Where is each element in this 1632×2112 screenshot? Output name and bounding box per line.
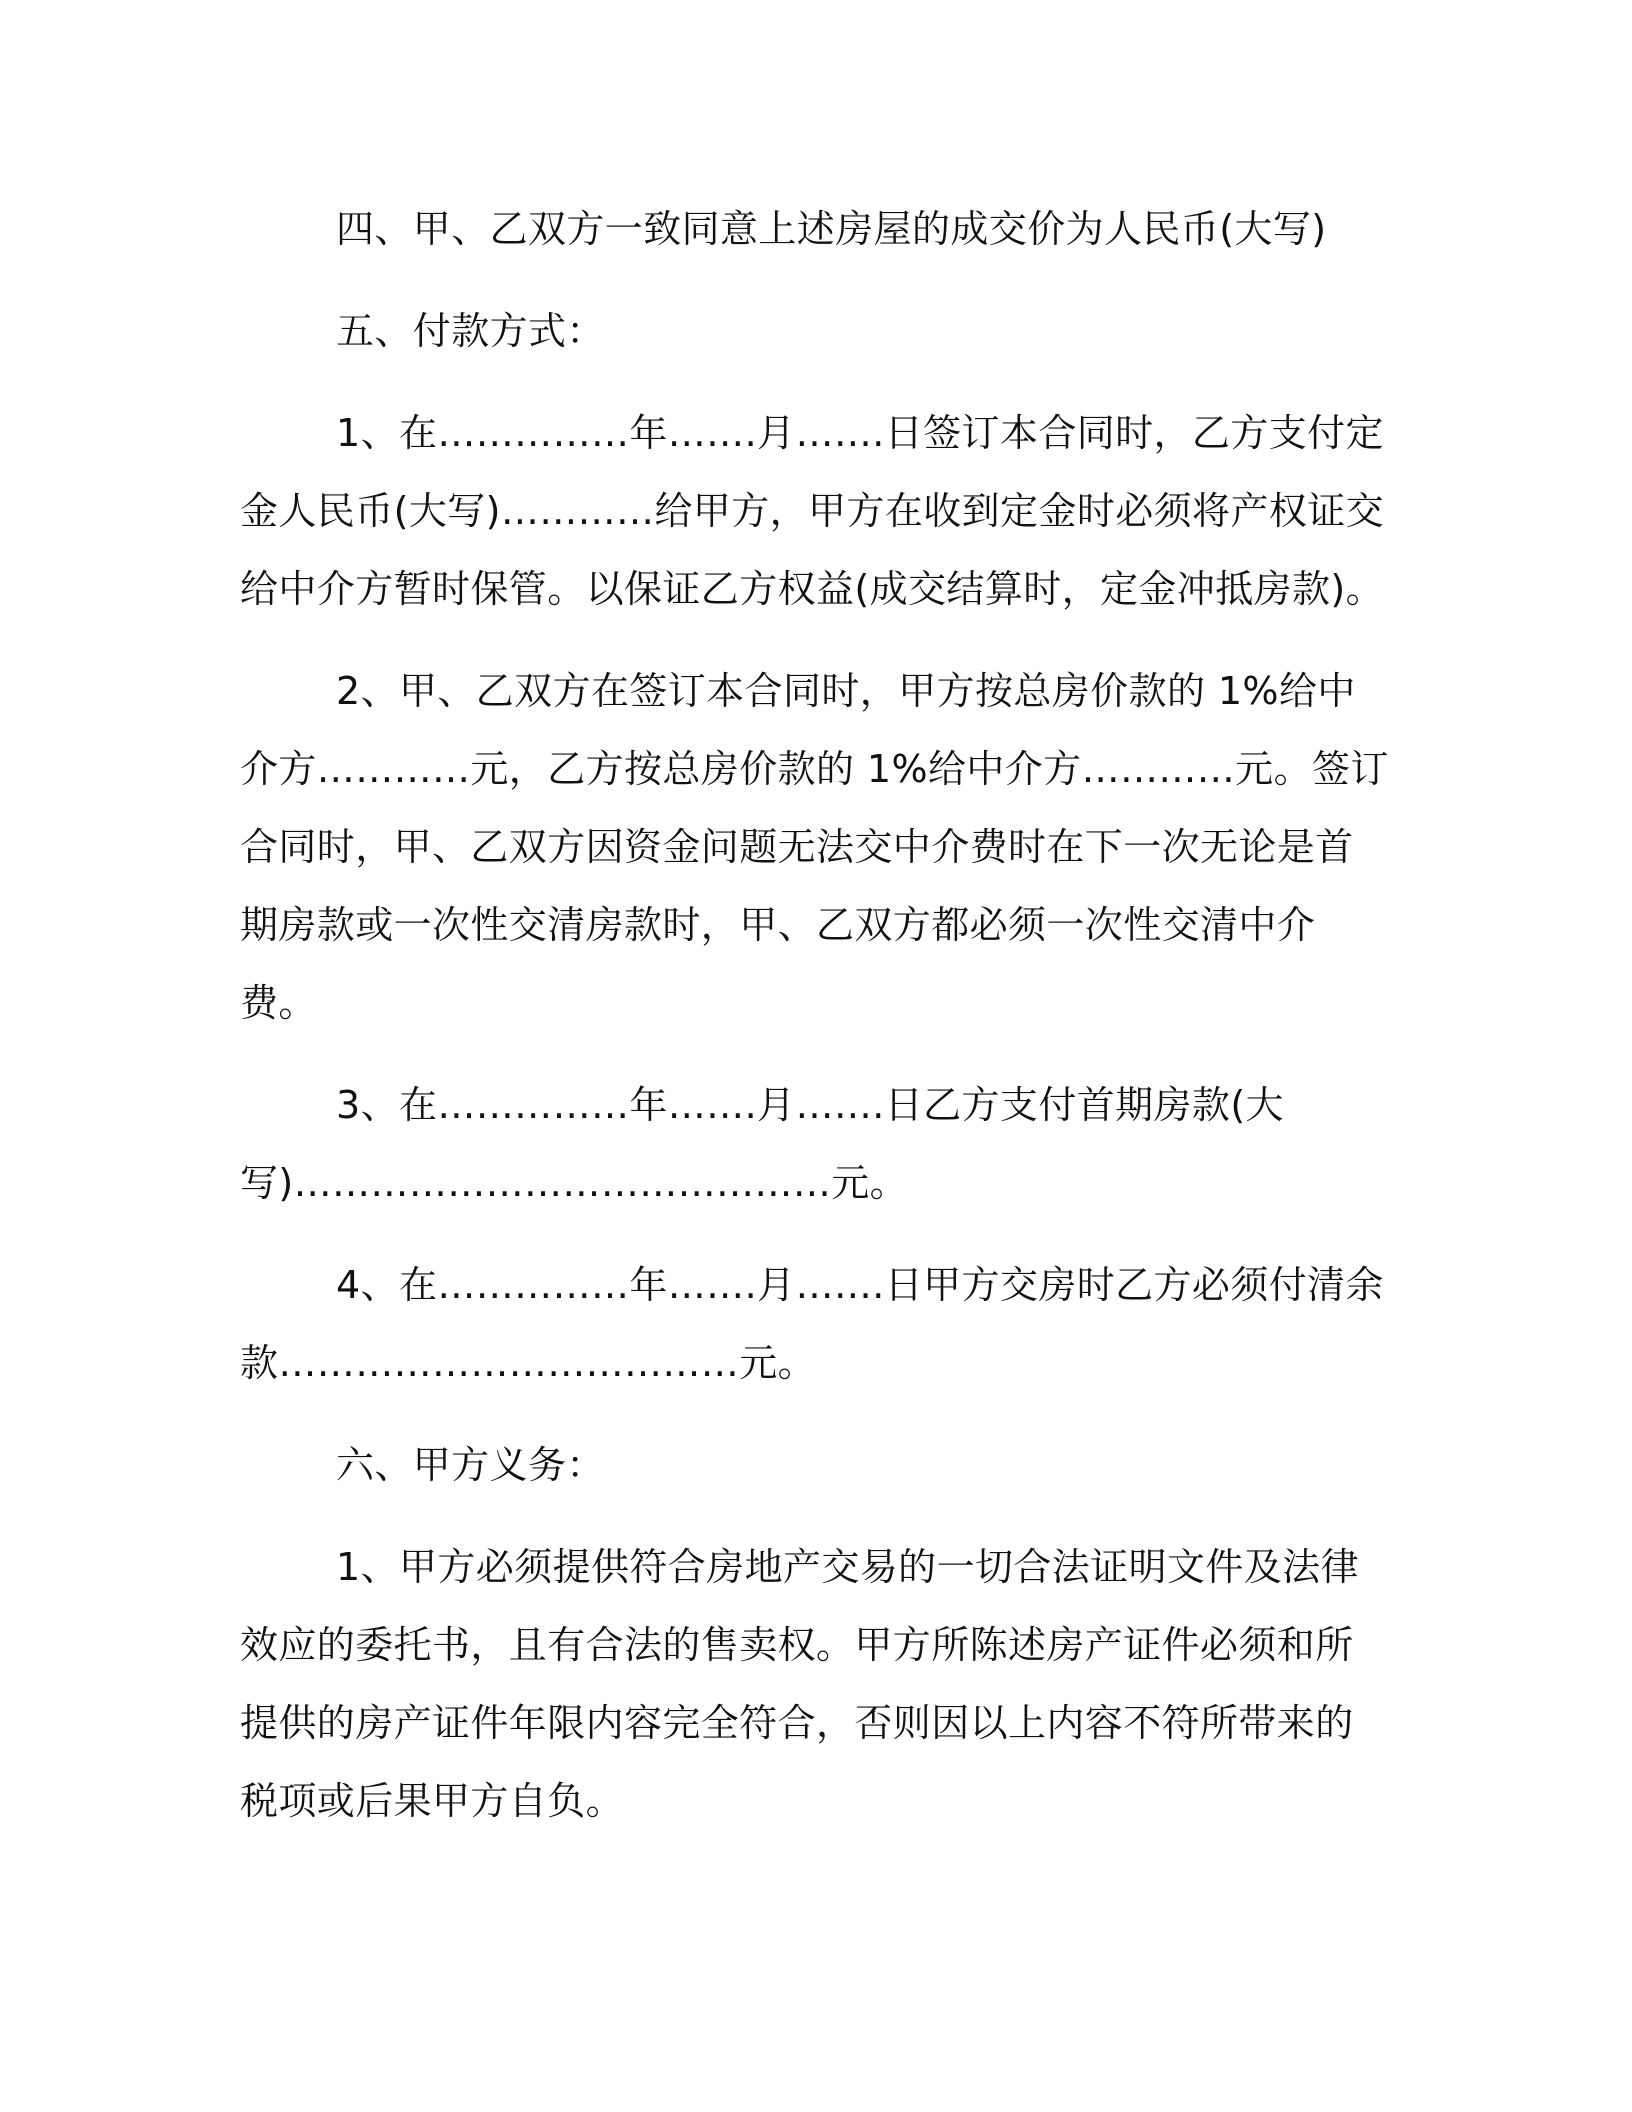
payment-item-2-agency-fee: 2、甲、乙双方在签订本合同时，甲方按总房价款的 1%给中介方…………元，乙方按总房价款的 1%给中介方…………元。签订合同时，甲、乙双方因资金问题无法交中介费时在下一次无论是首期房款或一次性交清房款时，甲、乙双方都必须一次性交清中介费。	[240, 669, 1389, 1025]
duty-item-1-documents: 1、甲方必须提供符合房地产交易的一切合法证明文件及法律效应的委托书，且有合法的售卖权。甲方所陈述房产证件必须和所提供的房产证件年限内容完全符合，否则因以上内容不符所带来的税项或后果甲方自负。	[240, 1545, 1359, 1823]
clause-5-payment-heading: 五、付款方式：	[336, 309, 605, 353]
payment-item-4-balance: 4、在……………年…….月…….日甲方交房时乙方必须付清余款………………………………元。	[240, 1263, 1384, 1385]
clause-6-party-a-duties-heading: 六、甲方义务：	[336, 1443, 605, 1487]
document-body	[240, 190, 1390, 1864]
payment-item-1-deposit: 1、在……………年…….月…….日签订本合同时，乙方支付定金人民币(大写)…………给甲方，甲方在收到定金时必须将产权证交给中介方暂时保管。以保证乙方权益(成交结算时，定金冲抵房款)。	[240, 411, 1385, 611]
payment-item-3-first-payment: 3、在……………年…….月…….日乙方支付首期房款(大写)……………………………………元。	[240, 1083, 1284, 1205]
clause-4-price: 四、甲、乙双方一致同意上述房屋的成交价为人民币(大写)	[336, 207, 1327, 251]
